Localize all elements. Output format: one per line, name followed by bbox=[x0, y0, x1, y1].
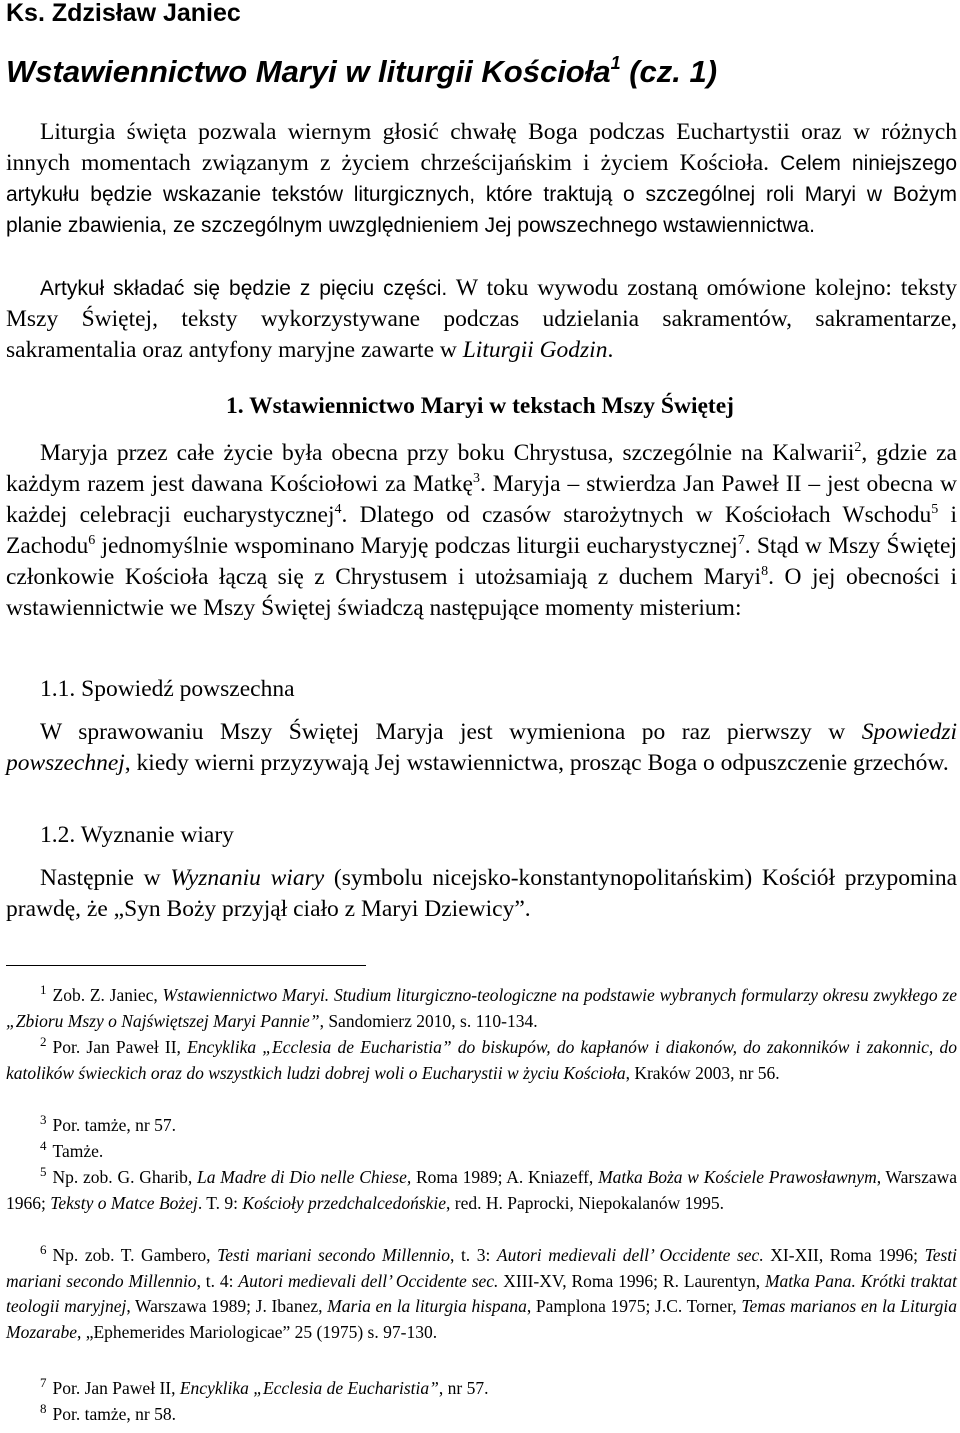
footnote-3 bbox=[6, 1113, 957, 1139]
subsection-1-1-paragraph bbox=[6, 717, 957, 779]
fn6-h: Autori medievali dell’ Occidente sec. bbox=[238, 1270, 499, 1291]
intro-p2-b: W toku wywodu zostaną omówione kolejno: teksty Mszy Świętej, teksty wykorzystywane podczas udzielania sakramentów, sakramentarze, sakramentalia oraz antyfony maryjne zawarte w bbox=[6, 275, 957, 363]
footnote-2-number: 2 bbox=[40, 1034, 47, 1049]
fn7-a: Por. Jan Paweł II, bbox=[52, 1378, 180, 1398]
sub2-italic: Wyznaniu wiary bbox=[170, 865, 325, 891]
footnote-1-number: 1 bbox=[40, 982, 47, 997]
title-main: Wstawiennictwo Maryi w liturgii Kościoła bbox=[6, 54, 611, 89]
footnote-ref-8[interactable]: 8 bbox=[761, 564, 769, 579]
intro-p2-a: Artykuł składać się będzie z pięciu części. bbox=[40, 277, 448, 300]
subsection-1-1-heading: 1.1. Spowiedź powszechna bbox=[40, 676, 295, 702]
sub2-t1: Następnie w bbox=[40, 865, 171, 891]
fn5-a: Np. zob. G. Gharib, bbox=[52, 1167, 197, 1187]
footnote-separator bbox=[6, 965, 366, 966]
intro-p1-text: Liturgia święta pozwala wiernym głosić chwałę Boga podczas Euchartystii oraz w różnych innych momentach związanym z życiem chrześcijańskim i życiem Kościoła. bbox=[6, 119, 957, 176]
section-1-heading: 1. Wstawiennictwo Maryi w tekstach Mszy Świętej bbox=[226, 393, 734, 419]
s1-t5: i Zachodu bbox=[6, 502, 958, 559]
subsection-1-2-paragraph bbox=[6, 863, 957, 925]
footnote-8-number: 8 bbox=[40, 1401, 47, 1416]
title-suffix: (cz. 1) bbox=[620, 54, 718, 89]
fn6-g: , t. 4: bbox=[196, 1270, 239, 1291]
footnote-ref-5[interactable]: 5 bbox=[931, 502, 939, 517]
footnote-5-number: 5 bbox=[40, 1164, 47, 1179]
sub2-t2: (symbolu nicejsko-konstantynopolitańskim) Kościół przypomina prawdę, że „Syn Boży przyjął ciało z Maryi Dziewicy”. bbox=[6, 865, 958, 922]
fn6-d: Autori medievali dell’ Occidente sec. bbox=[496, 1245, 764, 1265]
fn6-i: XIII-XV, Roma 1996; R. Laurentyn, bbox=[498, 1270, 765, 1291]
s1-t4: . Dlatego od czasów starożytnych w Kościołach Wschodu bbox=[341, 502, 932, 528]
s1-t1: Maryja przez całe życie była obecna przy boku Chrystusa, szczególnie na Kalwarii bbox=[40, 440, 855, 466]
fn5-d: Matka Boża w Kościele Prawosławnym bbox=[598, 1167, 877, 1187]
fn5-f: Teksty o Matce Bożej bbox=[50, 1192, 198, 1213]
fn5-h: Kościoły przedchalcedońskie bbox=[242, 1192, 447, 1213]
fn5-b: La Madre di Dio nelle Chiese, bbox=[196, 1167, 412, 1187]
intro-p2-end: . bbox=[607, 337, 614, 363]
fn6-m: , Pamplona 1975; J.C. Torner, bbox=[526, 1296, 742, 1316]
fn7-c: , nr 57. bbox=[438, 1378, 489, 1398]
s1-t8: . O jej obecności i wstawiennictwie we Mszy Świętej świadczą następujące momenty misterium: bbox=[6, 564, 957, 621]
footnote-ref-6[interactable]: 6 bbox=[88, 533, 96, 548]
s1-t2: , gdzie za każdym razem jest dawana Kościołowi za Matkę bbox=[6, 440, 957, 497]
footnote-7-number: 7 bbox=[40, 1375, 47, 1390]
fn6-l: Maria en la liturgia hispana bbox=[327, 1296, 527, 1316]
fn5-c: Roma 1989; A. Kniazeff, bbox=[411, 1167, 599, 1187]
intro-paragraph-2 bbox=[6, 273, 957, 366]
footnote-2 bbox=[6, 1035, 957, 1086]
fn6-f: Testi mariani secondo Millennio bbox=[6, 1245, 958, 1291]
title-footnote-ref[interactable]: 1 bbox=[610, 53, 621, 73]
footnote-4-number: 4 bbox=[40, 1138, 47, 1153]
sub1-t2: , kiedy wierni przyzywają Jej wstawiennictwa, prosząc Boga o odpuszczenie grzechów. bbox=[124, 750, 949, 776]
s1-t6: jednomyślnie wspominano Maryję podczas liturgii eucharystycznej bbox=[95, 533, 738, 559]
footnote-3-number: 3 bbox=[40, 1112, 47, 1127]
s1-t3: . Maryja – stwierdza Jan Paweł II – jest obecna w każdej celebracji eucharystycznej bbox=[6, 471, 957, 528]
fn8-a: Por. tamże, nr 58. bbox=[52, 1404, 176, 1424]
fn5-g: . T. 9: bbox=[197, 1192, 243, 1213]
footnote-4 bbox=[6, 1139, 957, 1165]
fn6-j: Matka Pana. Krótki traktat teologii maryjnej bbox=[6, 1270, 958, 1316]
fn6-k: , Warszawa 1989; J. Ibanez, bbox=[126, 1296, 328, 1316]
footnote-7 bbox=[6, 1376, 957, 1402]
intro-p1-cont: Celem niniejszego artykułu będzie wskazanie tekstów liturgicznych, które traktują o szczególnej roli Maryi w Bożym planie zbawienia, ze szczególnym uwzględnieniem Jej powszechnego wstawiennictwa. bbox=[6, 152, 957, 237]
fn2-b: Encyklika „Ecclesia de Eucharistia” do biskupów, do kapłanów i diakonów, do zakonników i zakonnic, do katolików świeckich oraz do wszystkich ludzi dobrej woli o Eucharystii w życiu Kościoła bbox=[6, 1037, 957, 1083]
fn1-a: Zob. Z. Janiec, bbox=[52, 985, 163, 1005]
fn5-e: , Warszawa 1966; bbox=[6, 1167, 958, 1213]
author-name: Ks. Zdzisław Janiec bbox=[6, 0, 241, 27]
article-title bbox=[6, 50, 717, 94]
sub1-t1: W sprawowaniu Mszy Świętej Maryja jest wymieniona po raz pierwszy w bbox=[40, 719, 862, 745]
fn3-a: Por. tamże, nr 57. bbox=[52, 1115, 176, 1135]
fn2-a: Por. Jan Paweł II, bbox=[52, 1037, 188, 1057]
fn1-b: Wstawiennictwo Maryi. Studium liturgiczno-teologiczne na podstawie wybranych formularzy okresu zwykłego ze „Zbioru Mszy o Najświętszej Maryi Pannie” bbox=[6, 985, 957, 1031]
fn7-b: Encyklika „Ecclesia de Eucharistia” bbox=[179, 1378, 439, 1398]
footnote-ref-3[interactable]: 3 bbox=[472, 471, 480, 486]
fn4-a: Tamże. bbox=[52, 1141, 104, 1161]
fn6-c: , t. 3: bbox=[450, 1245, 497, 1265]
footnote-8 bbox=[6, 1402, 957, 1428]
intro-paragraph-1 bbox=[6, 117, 957, 241]
footnote-6 bbox=[6, 1243, 957, 1345]
fn1-c: , Sandomierz 2010, s. 110-134. bbox=[319, 1010, 538, 1031]
footnote-6-number: 6 bbox=[40, 1242, 47, 1257]
s1-t7: . Stąd w Mszy Świętej członkowie Kościoła łączą się z Chrystusem i utożsamiają z duchem Maryi bbox=[6, 533, 958, 590]
fn6-e: XI-XII, Roma 1996; bbox=[763, 1245, 925, 1265]
footnote-ref-7[interactable]: 7 bbox=[737, 533, 745, 548]
fn6-n: Temas marianos en la Liturgia Mozarabe bbox=[6, 1296, 957, 1342]
fn2-c: , Kraków 2003, nr 56. bbox=[625, 1062, 780, 1083]
footnote-ref-4[interactable]: 4 bbox=[334, 502, 342, 517]
footnote-1 bbox=[6, 983, 957, 1034]
footnote-5 bbox=[6, 1165, 957, 1216]
intro-p2-italic: Liturgii Godzin bbox=[462, 337, 608, 363]
subsection-1-2-heading: 1.2. Wyznanie wiary bbox=[40, 822, 234, 848]
fn6-a: Np. zob. T. Gambero, bbox=[52, 1245, 218, 1265]
footnote-ref-2[interactable]: 2 bbox=[854, 440, 862, 455]
fn6-b: Testi mariani secondo Millennio bbox=[217, 1245, 451, 1265]
sub1-italic: Spowiedzi powszechnej bbox=[6, 719, 957, 776]
fn5-i: , red. H. Paprocki, Niepokalanów 1995. bbox=[446, 1192, 725, 1213]
section-1-paragraph bbox=[6, 438, 957, 624]
fn6-o: , „Ephemerides Mariologicae” 25 (1975) s. 97-130. bbox=[76, 1321, 438, 1342]
